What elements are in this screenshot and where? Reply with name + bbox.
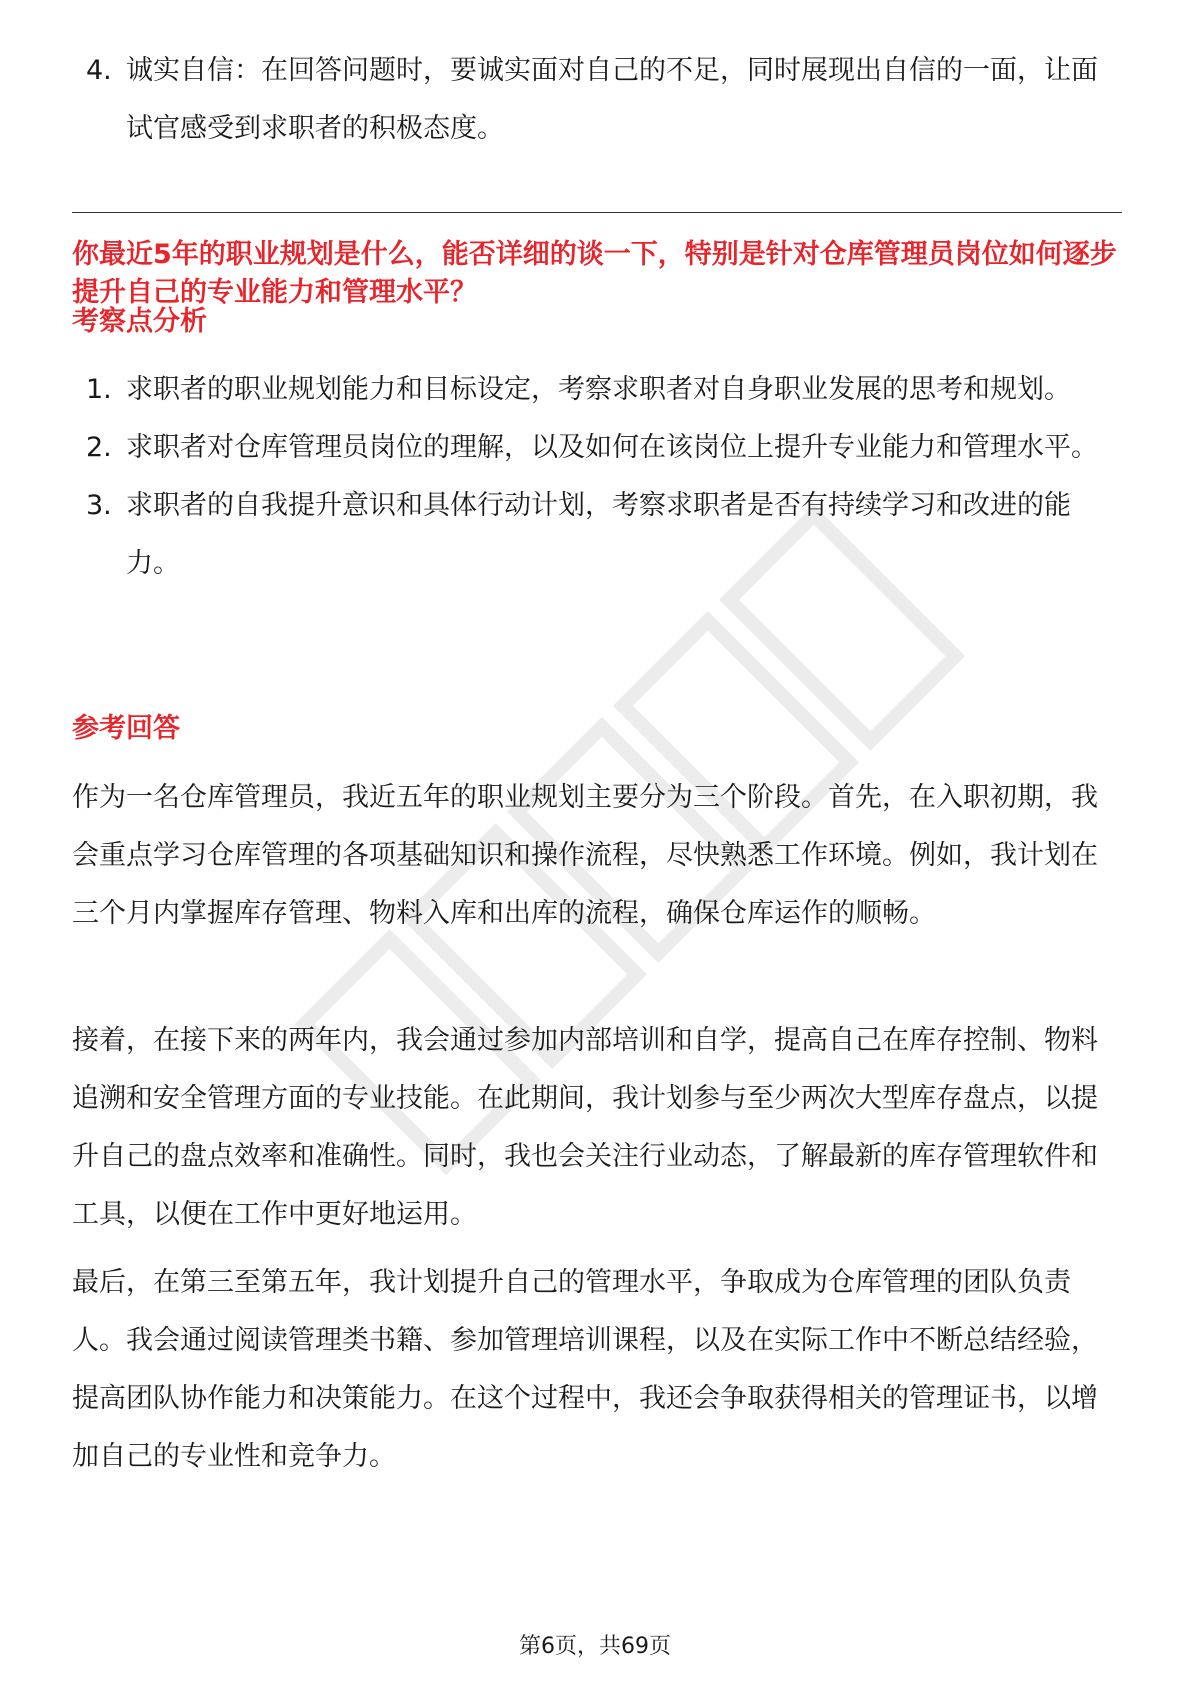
analysis-title: 考察点分析 xyxy=(72,306,207,337)
list-text: 诚实自信：在回答问题时，要诚实面对自己的不足，同时展现出自信的一面，让面试官感受到求职者的积极态度。 xyxy=(126,55,1098,144)
list-number: 2. xyxy=(86,432,112,463)
analysis-list xyxy=(72,361,1122,593)
list-number: 4. xyxy=(86,55,112,86)
list-item xyxy=(72,42,1122,158)
question-heading: 你最近5年的职业规划是什么，能否详细的谈一下，特别是针对仓库管理员岗位如何逐步提升自己的专业能力和管理水平？ xyxy=(72,239,1117,308)
list-number: 3. xyxy=(86,490,112,521)
list-text: 求职者的自我提升意识和具体行动计划，考察求职者是否有持续学习和改进的能力。 xyxy=(126,490,1071,579)
page-footer: 第6页，共69页 xyxy=(519,1634,671,1659)
list-text: 求职者对仓库管理员岗位的理解，以及如何在该岗位上提升专业能力和管理水平。 xyxy=(126,432,1098,463)
list-item xyxy=(72,477,1122,593)
answer-paragraph: 最后，在第三至第五年，我计划提升自己的管理水平，争取成为仓库管理的团队负责人。我会通过阅读管理类书籍、参加管理培训课程，以及在实际工作中不断总结经验，提高团队协作能力和决策能力。在这个过程中，我还会争取获得相关的管理证书，以增加自己的专业性和竞争力。 xyxy=(72,1267,1098,1472)
previous-list xyxy=(72,42,1122,158)
list-item xyxy=(72,419,1122,477)
answer-paragraph: 接着，在接下来的两年内，我会通过参加内部培训和自学，提高自己在库存控制、物料追溯和安全管理方面的专业技能。在此期间，我计划参与至少两次大型库存盘点，以提升自己的盘点效率和准确性。同时，我也会关注行业动态，了解最新的库存管理软件和工具，以便在工作中更好地运用。 xyxy=(72,1025,1098,1230)
list-text: 求职者的职业规划能力和目标设定，考察求职者对自身职业发展的思考和规划。 xyxy=(126,374,1071,405)
list-item xyxy=(72,361,1122,419)
answer-title: 参考回答 xyxy=(72,713,180,744)
divider xyxy=(72,212,1122,213)
answer-paragraph: 作为一名仓库管理员，我近五年的职业规划主要分为三个阶段。首先，在入职初期，我会重点学习仓库管理的各项基础知识和操作流程，尽快熟悉工作环境。例如，我计划在三个月内掌握库存管理、物料入库和出库的流程，确保仓库运作的顺畅。 xyxy=(72,782,1098,929)
list-number: 1. xyxy=(86,374,112,405)
